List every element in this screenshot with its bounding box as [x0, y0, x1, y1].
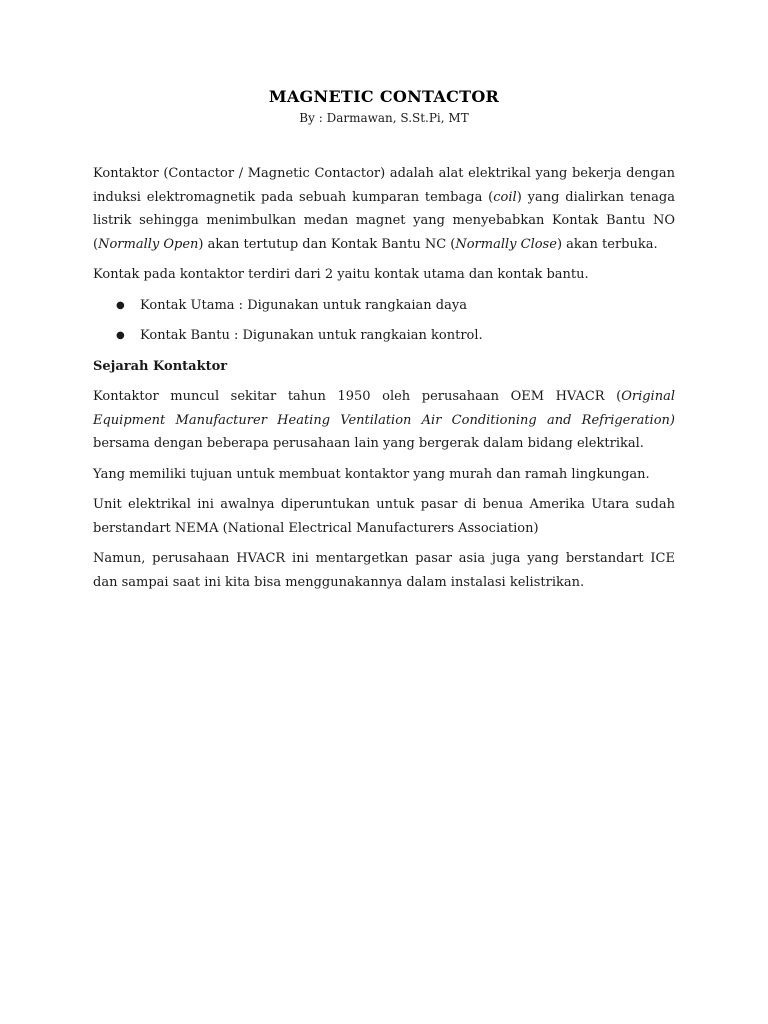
author-line: By : Darmawan, S.St.Pi, MT [299, 111, 469, 125]
italic-term-normally-open: Normally Open [98, 236, 199, 252]
text-run: Kontaktor muncul sekitar tahun 1950 oleh perusahaan OEM HVACR ( [93, 389, 622, 404]
paragraph-nema: Unit elektrikal ini awalnya diperuntukan untuk pasar di benua Amerika Utara sudah berstandart NEMA (National Electrical Manufacturers Association) [93, 497, 675, 536]
text-run: ) yang dialirkan tenaga listrik sehingga menimbulkan medan magnet yang menyebabkan Kontak Bantu NO ( [93, 189, 675, 252]
list-item-text: Kontak Utama : Digunakan untuk rangkaian daya [140, 297, 467, 313]
bullet-icon: ● [116, 299, 125, 311]
paragraph-definition [93, 162, 675, 256]
paragraph-purpose: Yang memiliki tujuan untuk membuat kontaktor yang murah dan ramah lingkungan. [93, 466, 650, 482]
italic-term-normally-close: Normally Close [455, 236, 557, 252]
text-run: bersama dengan beberapa perusahaan lain yang bergerak dalam bidang elektrikal. [93, 436, 644, 451]
text-run: Kontaktor (Contactor / Magnetic Contactor) adalah alat elektrikal yang bekerja dengan induksi elektromagnetik pada sebuah kumparan tembaga ( [93, 166, 675, 205]
paragraph-history [93, 385, 675, 456]
paragraph-asia: Namun, perusahaan HVACR ini mentargetkan pasar asia juga yang berstandart ICE dan sampai saat ini kita bisa menggunakannya dalam instalasi kelistrikan. [93, 551, 675, 590]
list-item [93, 324, 675, 348]
section-heading: Sejarah Kontaktor [93, 358, 228, 374]
text-run: ) akan terbuka. [556, 236, 658, 252]
contact-list [93, 294, 675, 348]
bullet-icon: ● [116, 330, 125, 341]
italic-term-oem: Original Equipment Manufacturer Heating Ventilation Air Conditioning and Refrigeration) [93, 389, 675, 428]
document-title: MAGNETIC CONTACTOR [268, 87, 500, 106]
list-item [93, 294, 675, 318]
list-item-text: Kontak Bantu : Digunakan untuk rangkaian kontrol. [140, 328, 483, 343]
paragraph-contacts: Kontak pada kontaktor terdiri dari 2 yaitu kontak utama dan kontak bantu. [93, 267, 589, 282]
document-body [93, 86, 675, 594]
text-run: ) akan tertutup dan Kontak Bantu NC ( [198, 236, 456, 252]
italic-term-coil: coil [493, 189, 517, 205]
